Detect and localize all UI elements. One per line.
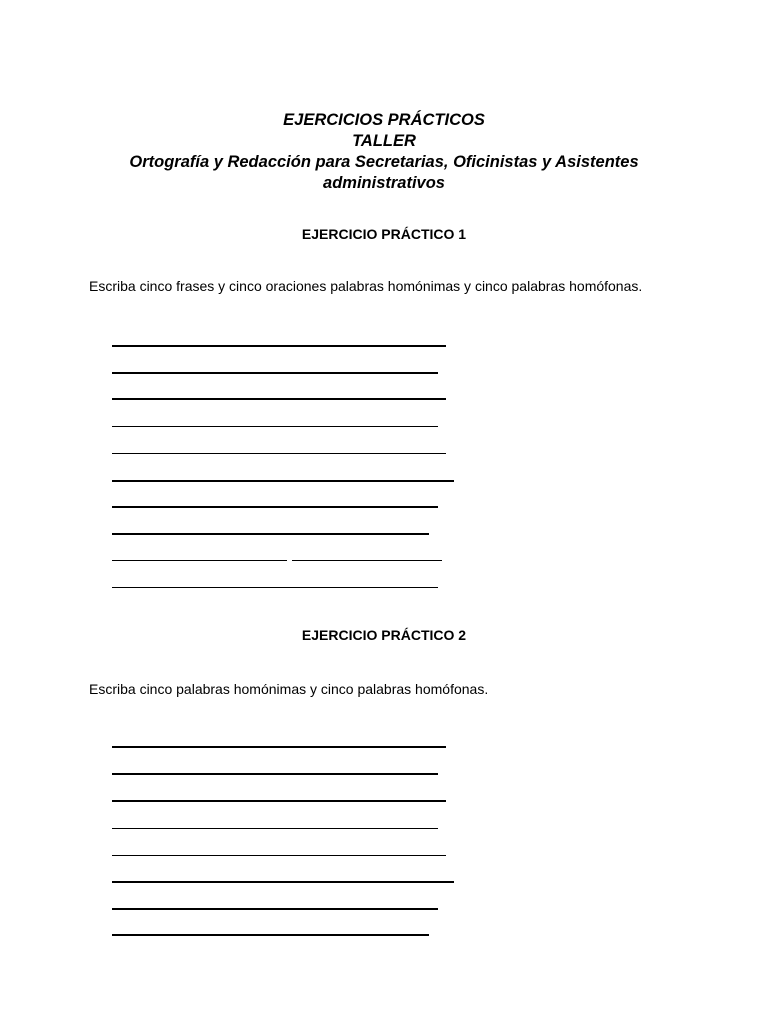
answer-line [112,560,287,561]
answer-line [112,746,446,748]
document-title: EJERCICIOS PRÁCTICOS [283,111,485,129]
answer-line [112,506,438,508]
exercise-1-heading: EJERCICIO PRÁCTICO 1 [301,226,467,242]
answer-line [112,372,438,374]
answer-line [112,855,446,856]
exercise-2-instruction: Escriba cinco palabras homónimas y cinco palabras homófonas. [89,681,489,697]
answer-line [112,934,429,936]
answer-line [112,345,446,347]
exercise-1-instruction: Escriba cinco frases y cinco oraciones palabras homónimas y cinco palabras homófonas. [89,278,643,294]
exercise-2-heading: EJERCICIO PRÁCTICO 2 [301,627,467,643]
answer-line [112,480,454,482]
course-title-line-2: administrativos [323,174,445,192]
answer-line [112,426,438,427]
document-subtitle: TALLER [352,132,416,150]
answer-line [112,773,438,775]
course-title-line-1: Ortografía y Redacción para Secretarias, Oficinistas y Asistentes [129,153,639,171]
answer-line [112,398,446,400]
document-header [0,110,768,194]
answer-line [112,908,438,910]
answer-line [112,881,454,883]
answer-line [112,587,438,588]
answer-line [112,828,438,829]
answer-line [112,533,429,535]
answer-line [112,800,446,802]
answer-line [112,453,446,454]
answer-line [292,560,442,561]
